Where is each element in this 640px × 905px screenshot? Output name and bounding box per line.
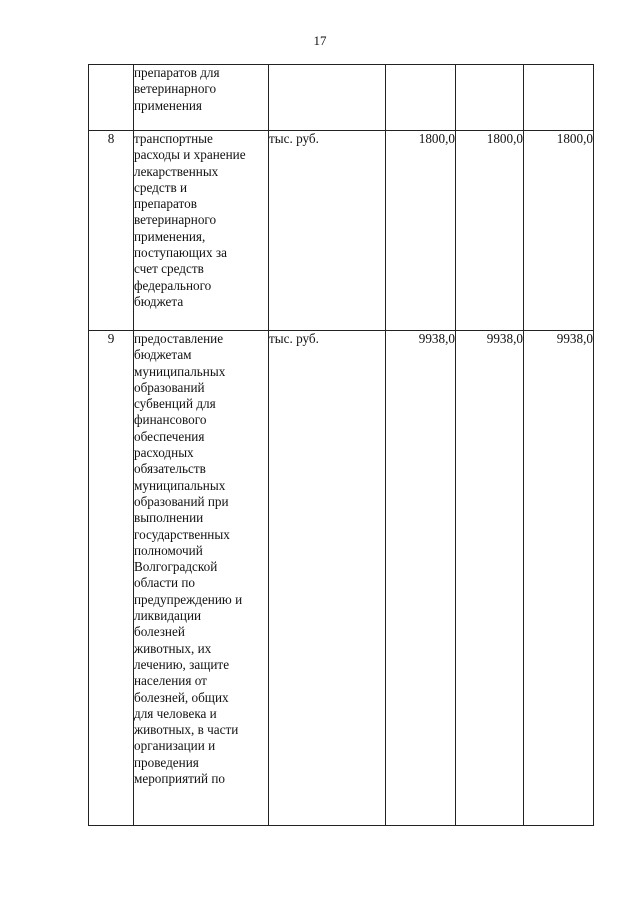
description-line: полномочий	[134, 542, 203, 558]
description-line: поступающих за	[134, 245, 227, 261]
description-line: применения,	[134, 228, 206, 244]
description-line: транспортные	[134, 131, 213, 146]
description-line: муниципальных	[134, 477, 226, 493]
description-cell	[134, 331, 269, 826]
table-body	[89, 65, 594, 826]
description-line: препаратов для	[134, 65, 220, 80]
description-line: образований	[134, 379, 205, 395]
table-row	[89, 331, 594, 826]
description-line: обязательств	[134, 461, 206, 477]
description-line: образований при	[134, 493, 229, 509]
table-row	[89, 65, 594, 131]
description-line: применения	[134, 97, 202, 113]
description-line: проведения	[134, 754, 199, 770]
value-cell: 9938,0	[386, 331, 456, 826]
description-line: государственных	[134, 526, 230, 542]
description-line: расходы и хранение	[134, 147, 246, 163]
description-line: болезней, общих	[134, 689, 229, 705]
value-cell: 1800,0	[524, 131, 594, 331]
description-line: области по	[134, 575, 196, 591]
unit-cell: тыс. руб.	[269, 331, 386, 826]
description-line: животных, их	[134, 640, 212, 656]
row-number-cell: 8	[89, 131, 134, 331]
description-line: для человека и	[134, 705, 217, 721]
description-line: предупреждению и	[134, 591, 243, 607]
value-cell: 1800,0	[386, 131, 456, 331]
description-line: счет средств	[134, 261, 204, 277]
table-row	[89, 131, 594, 331]
page-number: 17	[313, 33, 327, 48]
description-line: населения от	[134, 673, 207, 689]
description-line: предоставление	[134, 331, 224, 346]
value-cell: 9938,0	[524, 331, 594, 826]
unit-cell: тыс. руб.	[269, 131, 386, 331]
description-line: лекарственных	[134, 163, 219, 179]
description-line: ветеринарного	[134, 212, 217, 228]
description-line: болезней	[134, 624, 185, 640]
description-line: Волгоградской	[134, 559, 218, 575]
value-cell	[386, 65, 456, 131]
description-line: расходных	[134, 445, 194, 461]
description-line: организации и	[134, 738, 216, 754]
description-line: федерального	[134, 277, 212, 293]
description-line: лечению, защите	[134, 656, 230, 672]
description-line: препаратов	[134, 196, 197, 212]
unit-cell	[269, 65, 386, 131]
description-line: обеспечения	[134, 428, 205, 444]
budget-table	[88, 64, 594, 826]
description-cell	[134, 65, 269, 131]
description-line: бюджета	[134, 293, 184, 309]
value-cell: 1800,0	[456, 131, 524, 331]
row-number-cell	[89, 65, 134, 131]
value-cell: 9938,0	[456, 331, 524, 826]
description-line: субвенций для	[134, 396, 216, 412]
description-line: муниципальных	[134, 363, 226, 379]
description-line: средств и	[134, 179, 188, 195]
description-line: выполнении	[134, 510, 204, 526]
value-cell	[524, 65, 594, 131]
description-line: мероприятий по	[134, 771, 225, 787]
description-line: финансового	[134, 412, 207, 428]
description-line: бюджетам	[134, 347, 192, 363]
value-cell	[456, 65, 524, 131]
description-line: животных, в части	[134, 722, 239, 738]
description-line: ветеринарного	[134, 81, 217, 97]
description-line: ликвидации	[134, 608, 202, 624]
row-number-cell: 9	[89, 331, 134, 826]
description-cell	[134, 131, 269, 331]
